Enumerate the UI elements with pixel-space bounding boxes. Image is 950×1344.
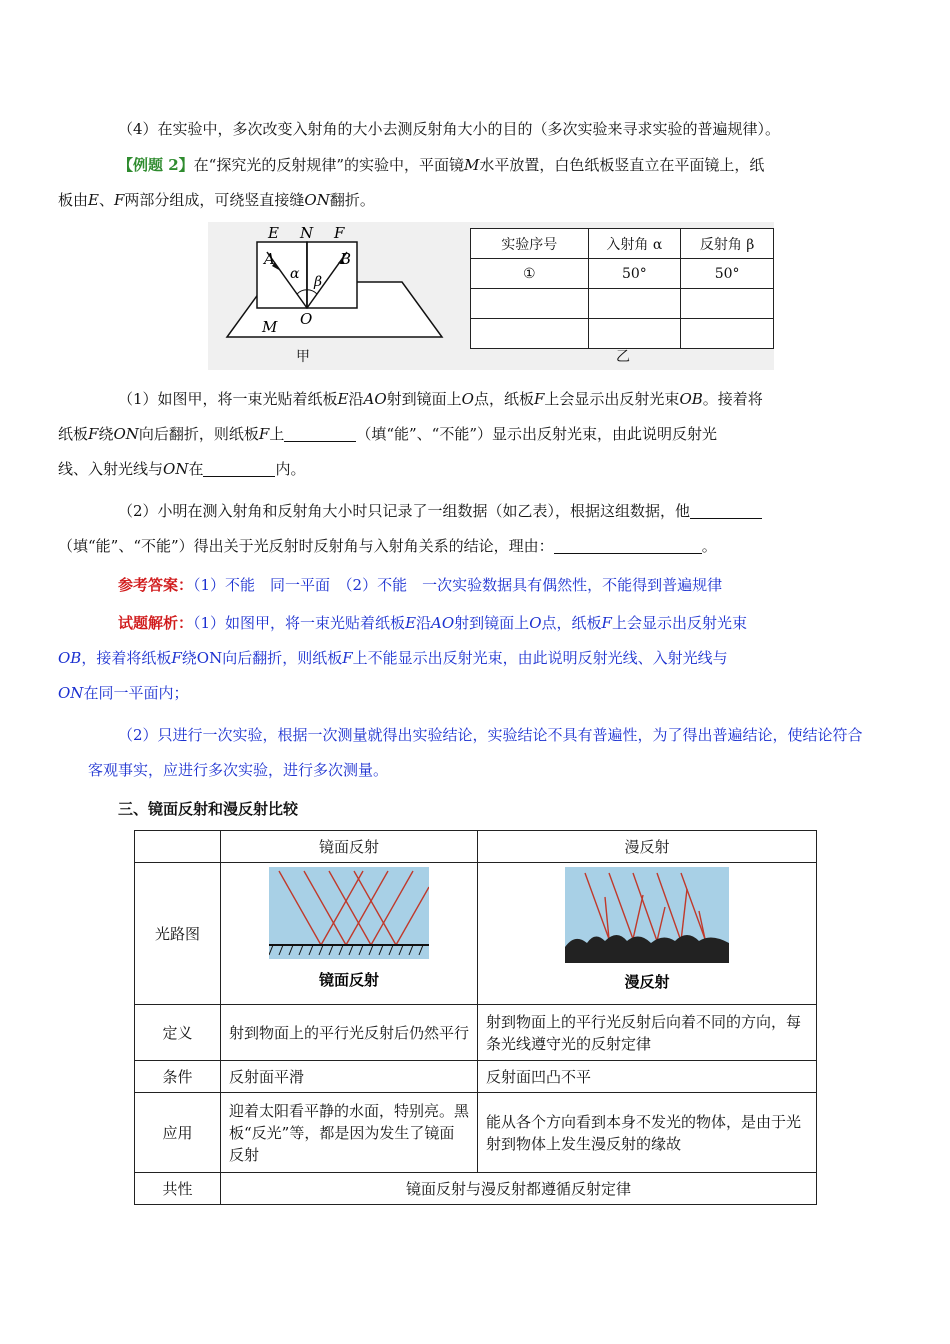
experiment-figure [208,222,774,370]
col-header-specular: 镜面反射 [221,831,478,863]
analysis-label: 试题解析： [118,614,194,632]
table-cell: 50° [681,259,774,289]
specular-reflection-image [269,867,429,995]
table-header: 入射角 α [588,229,681,259]
answer-blank[interactable] [690,502,762,519]
label-n: N [300,224,314,242]
answer-text: （1）不能 同一平面 （2）不能 一次实验数据具有偶然性，不能得到普遍规律 [193,576,723,594]
section-3-title: 三、镜面反射和漫反射比较 [118,800,299,818]
label-e: E [268,224,279,242]
col-header-diffuse: 漫反射 [478,831,817,863]
comparison-table [134,830,817,1205]
caption-left: 甲 [296,349,310,365]
label-o: O [300,310,313,328]
example-tag: 【例题 2】 [118,156,194,174]
diffuse-image-caption: 漫反射 [624,972,670,991]
table-cell [471,319,589,349]
answer-blank[interactable] [203,460,275,477]
label-a: A [264,250,275,268]
table-header: 实验序号 [471,229,589,259]
mirror-diagram [212,222,462,347]
specular-image-cell [221,863,478,1005]
example-2-paragraph: 【例题 2】在“探究光的反射规律”的实验中，平面镜M水平放置，白色纸板竖直立在平面镜上，纸 板由E、F两部分组成，可绕竖直接缝ON翻折。 [58,156,765,209]
answer-label: 参考答案： [118,576,194,594]
label-m: M [262,318,278,336]
row-label-application: 应用 [135,1093,221,1173]
row-label-path: 光路图 [135,863,221,1005]
common-text: 镜面反射与漫反射都遵循反射定律 [221,1173,817,1205]
answer-blank[interactable] [284,425,356,442]
label-f: F [334,224,345,242]
table-cell [588,319,681,349]
diffuse-reflection-image [565,867,729,995]
reference-answer [88,568,864,603]
table-corner [135,831,221,863]
label-b: B [340,250,352,268]
row-label-condition: 条件 [135,1061,221,1093]
answer-blank[interactable] [554,537,702,554]
analysis-paragraph-1: 试题解析：（1）如图甲，将一束光贴着纸板E沿AO射到镜面上O点，纸板F上会显示出反射光束 OB，接着将纸板F绕ON向后翻折，则纸板F上不能显示出反射光束，由此说明反射光线、入射光线与 ON在同一平面内； [58,614,747,702]
table-cell [681,319,774,349]
application-specular: 迎着太阳看平静的水面，特别亮。黑板“反光”等，都是因为发生了镜面反射 [221,1093,478,1173]
table-header: 反射角 β [681,229,774,259]
table-cell: 50° [588,259,681,289]
table-cell [588,289,681,319]
application-diffuse: 能从各个方向看到本身不发光的物体，是由于光射到物体上发生漫反射的缘故 [478,1093,817,1173]
label-beta: β [314,274,323,290]
definition-specular: 射到物面上的平行光反射后仍然平行 [221,1005,478,1061]
label-alpha: α [290,266,300,282]
specular-image-caption: 镜面反射 [318,970,380,989]
table-cell [471,289,589,319]
caption-right: 乙 [616,349,630,365]
condition-specular: 反射面平滑 [221,1061,478,1093]
definition-diffuse: 射到物面上的平行光反射后向着不同的方向，每条光线遵守光的反射定律 [478,1005,817,1061]
q4-paragraph: （4）在实验中，多次改变入射角的大小去测反射角大小的目的（多次实验来寻求实验的普遍规律）。 [118,120,781,138]
sub-question-2: （2）小明在测入射角和反射角大小时只记录了一组数据（如乙表），根据这组数据，他 （填“能”、“不能”）得出关于光反射时反射角与入射角关系的结论，理由： 。 [88,494,864,564]
sub-question-1: （1）如图甲，将一束光贴着纸板E沿AO射到镜面上O点，纸板F上会显示出反射光束OB。接着将 纸板F绕ON向后翻折，则纸板F上 （填“能”、“不能”）显示出反射光束，由此说明反射光 线、入射光线与ON在 内。 [58,390,763,478]
row-label-definition: 定义 [135,1005,221,1061]
data-table [470,228,774,349]
condition-diffuse: 反射面凹凸不平 [478,1061,817,1093]
analysis-paragraph-2: （2）只进行一次实验，根据一次测量就得出实验结论，实验结论不具有普遍性，为了得出普遍结论，使结论符合客观事实，应进行多次实验，进行多次测量。 [88,726,863,779]
table-cell [681,289,774,319]
table-cell: ① [471,259,589,289]
row-label-common: 共性 [135,1173,221,1205]
diffuse-image-cell [478,863,817,1005]
